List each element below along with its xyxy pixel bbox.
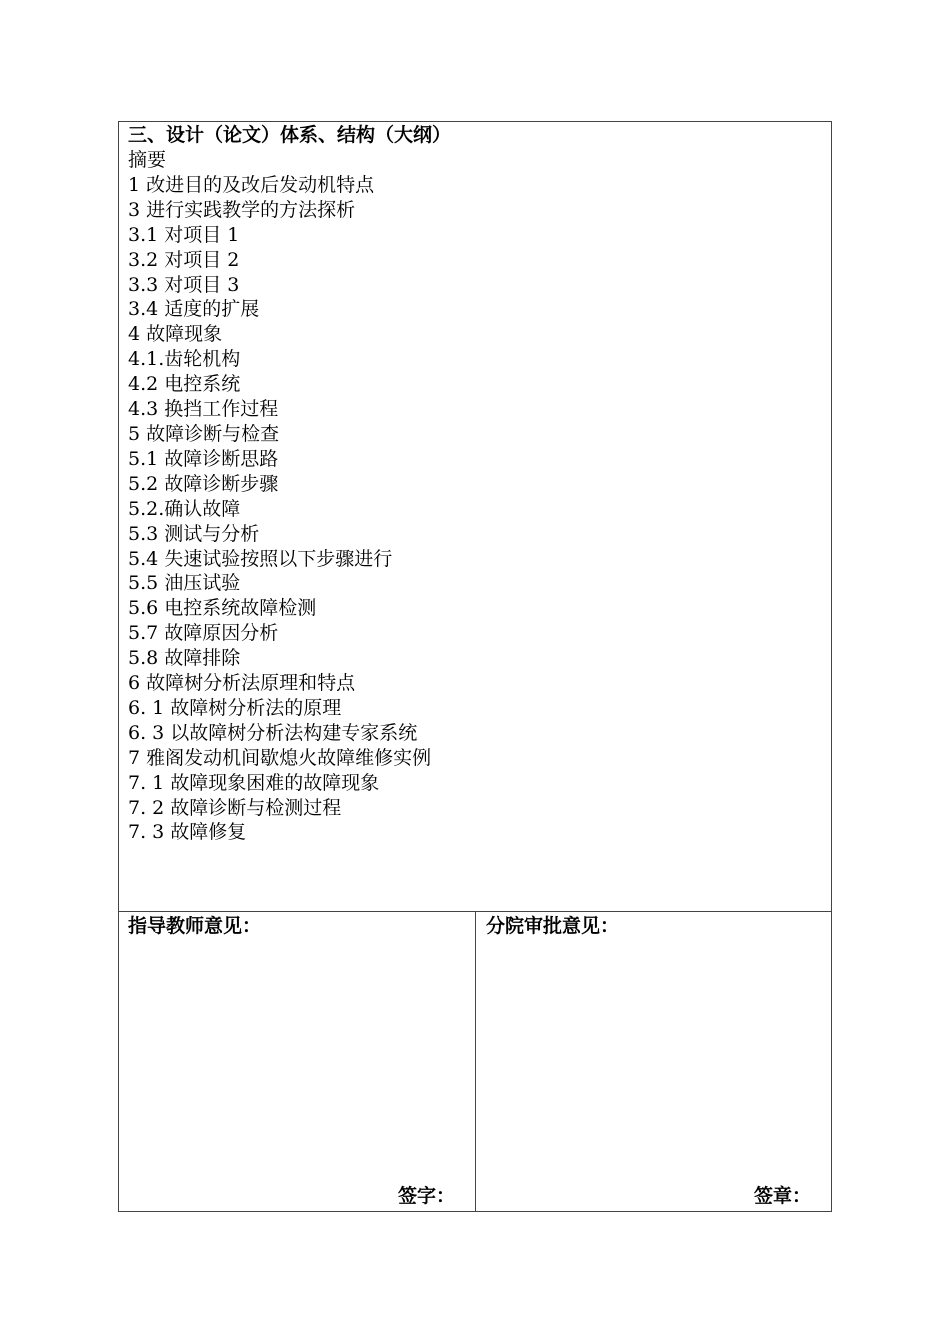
department-seal-label: 签章：	[753, 1185, 811, 1207]
department-opinion-cell	[476, 912, 831, 1211]
outline-item: 7 雅阁发动机间歇熄火故障维修实例	[128, 746, 432, 769]
department-opinion-heading: 分院审批意见：	[486, 915, 620, 937]
outline-item: 5.2 故障诊断步骤	[128, 472, 279, 495]
outline-item: 5.5 油压试验	[128, 572, 241, 595]
outline-item: 6. 1 故障树分析法的原理	[128, 696, 342, 719]
outline-item: 7. 3 故障修复	[128, 821, 247, 844]
outline-item: 5.1 故障诊断思路	[128, 447, 279, 470]
outline-item: 3.2 对项目 2	[128, 248, 240, 271]
teacher-opinion-heading: 指导教师意见：	[128, 915, 262, 937]
outline-item: 6 故障树分析法原理和特点	[128, 672, 356, 695]
outline-item: 6. 3 以故障树分析法构建专家系统	[128, 721, 418, 744]
outline-item: 5.8 故障排除	[128, 647, 241, 670]
outline-item: 5.4 失速试验按照以下步骤进行	[128, 547, 393, 570]
form-table	[118, 121, 832, 1212]
outline-item: 4.1.齿轮机构	[128, 348, 241, 371]
outline-item: 5.7 故障原因分析	[128, 622, 279, 645]
outline-item: 5.2.确认故障	[128, 497, 241, 520]
outline-item: 5.3 测试与分析	[128, 522, 260, 545]
outline-item: 7. 2 故障诊断与检测过程	[128, 796, 342, 819]
outline-list	[128, 148, 831, 845]
outline-item: 4 故障现象	[128, 323, 223, 346]
outline-item: 3.3 对项目 3	[128, 273, 240, 296]
outline-item: 摘要	[128, 149, 167, 171]
outline-item: 5 故障诊断与检查	[128, 422, 280, 445]
outline-item: 5.6 电控系统故障检测	[128, 597, 317, 620]
outline-item: 3.1 对项目 1	[128, 223, 240, 246]
outline-item: 3.4 适度的扩展	[128, 298, 260, 321]
outline-item: 1 改进目的及改后发动机特点	[128, 173, 375, 196]
outline-item: 4.2 电控系统	[128, 373, 241, 396]
outline-item: 3 进行实践教学的方法探析	[128, 198, 356, 221]
outline-item: 7. 1 故障现象困难的故障现象	[128, 771, 380, 794]
outline-heading: 三、设计（论文）体系、结构（大纲）	[128, 124, 452, 146]
teacher-signature-label: 签字：	[397, 1185, 455, 1207]
outline-cell	[119, 122, 831, 912]
outline-item: 4.3 换挡工作过程	[128, 398, 279, 421]
teacher-opinion-cell	[119, 912, 476, 1211]
